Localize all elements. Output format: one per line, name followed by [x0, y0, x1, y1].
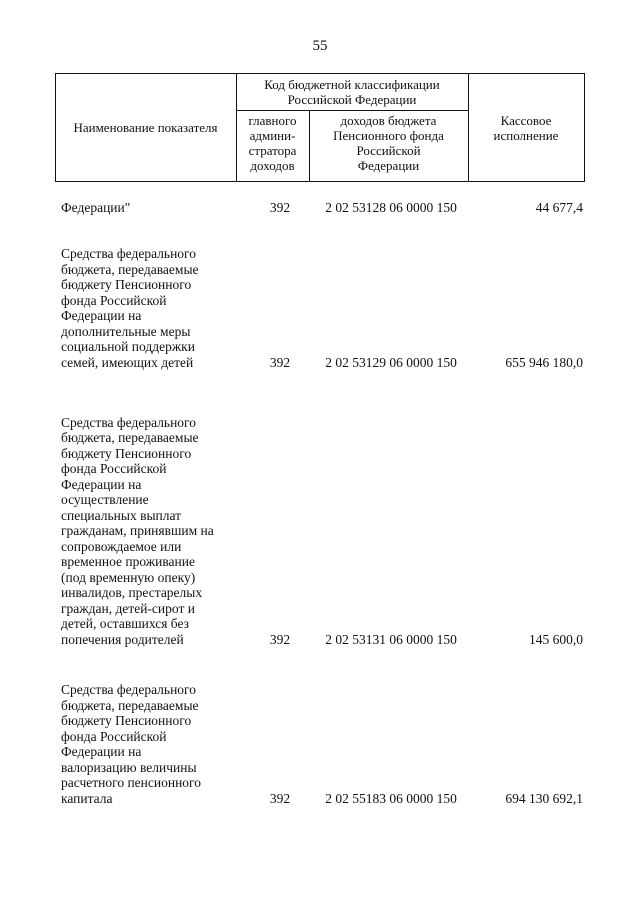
- row-name-line: бюджета, передаваемые: [61, 261, 199, 277]
- row-name-line: Средства федерального: [61, 682, 196, 697]
- header-income-line: Пенсионного фонда: [333, 128, 444, 143]
- row-name-line: Средства федерального: [61, 246, 196, 261]
- row-name-line: попечения родителей: [61, 631, 184, 647]
- row-admin-code: 392: [269, 354, 291, 370]
- header-right-border: [584, 73, 585, 182]
- header-code-group: [236, 77, 468, 107]
- header-income-column: [309, 113, 468, 173]
- row-name-line: сопровождаемое или: [61, 538, 182, 554]
- header-admin-line: стратора: [248, 143, 297, 158]
- header-group-divider: [236, 110, 468, 111]
- header-income-line: Федерации: [357, 158, 420, 173]
- row-name-line: социальной поддержки: [61, 339, 195, 354]
- row-name-line: бюджету Пенсионного: [61, 277, 192, 292]
- row-name-line: капитала: [61, 790, 113, 806]
- row-name-line: инвалидов, престарелых: [61, 585, 203, 600]
- header-exec-line: исполнение: [493, 128, 559, 143]
- row-name-line: (под временную опеку): [61, 569, 196, 585]
- row-income-code: 2 02 53129 06 0000 150: [325, 354, 457, 370]
- row-income-code: 2 02 53128 06 0000 150: [325, 199, 457, 215]
- row-name: [61, 415, 236, 648]
- row-name-line: фонда Российской: [61, 728, 167, 744]
- row-amount: 145 600,0: [529, 631, 583, 647]
- row-admin-code: 392: [269, 199, 291, 215]
- header-income-line: доходов бюджета: [340, 113, 437, 128]
- row-income-code: 2 02 55183 06 0000 150: [325, 790, 457, 806]
- table-header: [55, 73, 585, 182]
- header-exec-line: Кассовое: [500, 113, 552, 128]
- row-name: [61, 200, 236, 216]
- page-number: 55: [312, 38, 328, 54]
- row-name-line: Федерации": [61, 199, 131, 215]
- row-name-line: Федерации на: [61, 308, 142, 323]
- row-name-line: бюджету Пенсионного: [61, 713, 192, 728]
- row-name-line: детей, оставшихся без: [61, 616, 189, 631]
- row-name-line: бюджета, передаваемые: [61, 697, 199, 713]
- row-amount: 655 946 180,0: [505, 354, 583, 370]
- row-admin-code: 392: [269, 790, 291, 806]
- row-name: [61, 246, 236, 370]
- row-name-line: бюджету Пенсионного: [61, 445, 192, 461]
- row-name-line: бюджета, передаваемые: [61, 430, 199, 445]
- row-name-line: специальных выплат: [61, 507, 182, 523]
- row-admin-code: 392: [269, 631, 291, 647]
- row-name-line: семей, имеющих детей: [61, 354, 194, 370]
- header-admin-column: [236, 113, 309, 173]
- header-code-group-line2: Российской Федерации: [287, 92, 417, 107]
- row-amount: 44 677,4: [535, 199, 583, 215]
- row-name-line: Средства федерального: [61, 414, 196, 430]
- row-name-line: Федерации на: [61, 744, 142, 759]
- header-name-column: Наименование показателя: [73, 120, 218, 135]
- header-code-group-line1: Код бюджетной классификации: [264, 77, 440, 92]
- row-name-line: расчетного пенсионного: [61, 775, 202, 790]
- header-exec-column: [468, 113, 584, 143]
- header-admin-line: админи-: [249, 128, 296, 143]
- header-top-border: [55, 73, 585, 74]
- row-name: [61, 682, 236, 806]
- header-bottom-border: [55, 181, 585, 182]
- header-admin-line: главного: [248, 113, 297, 128]
- row-name-line: фонда Российской: [61, 461, 167, 476]
- row-name-line: дополнительные меры: [61, 323, 191, 339]
- row-name-line: временное проживание: [61, 554, 195, 569]
- table-row: [55, 234, 585, 370]
- header-admin-line: доходов: [250, 158, 295, 173]
- row-name-line: Федерации на: [61, 476, 142, 492]
- row-name-line: валоризацию величины: [61, 759, 197, 775]
- row-name-line: осуществление: [61, 492, 149, 507]
- table-row: [55, 664, 585, 806]
- row-income-code: 2 02 53131 06 0000 150: [325, 631, 457, 647]
- table-row: [55, 198, 585, 215]
- row-name-line: фонда Российской: [61, 292, 167, 308]
- row-name-line: граждан, детей-сирот и: [61, 600, 195, 616]
- table-row: [55, 387, 585, 647]
- row-name-line: гражданам, принявшим на: [61, 523, 214, 538]
- row-amount: 694 130 692,1: [505, 790, 583, 806]
- header-income-line: Российской: [356, 143, 421, 158]
